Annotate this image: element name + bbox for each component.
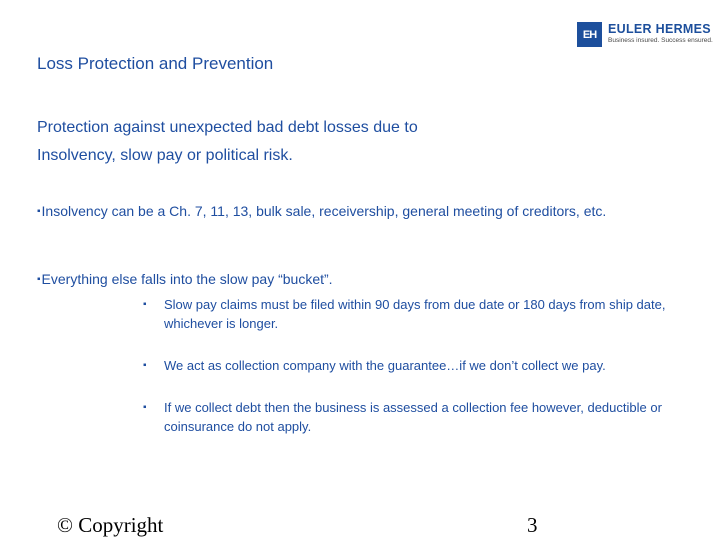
intro-line-1: Protection against unexpected bad debt losses due to xyxy=(37,119,418,136)
sub-bullet-text: Slow pay claims must be filed within 90 days from due date or 180 days from ship date, whichever is longer. xyxy=(164,297,666,331)
bullet-marker: ▪ xyxy=(37,274,41,285)
bullet-insolvency xyxy=(37,202,687,221)
intro-paragraph xyxy=(37,114,637,170)
logo-tagline: Business insured. Success ensured. xyxy=(608,37,713,44)
slide-title: Loss Protection and Prevention xyxy=(37,54,274,73)
bullet-marker: ▪ xyxy=(37,206,41,217)
sub-bullet-marker: ▪ xyxy=(143,402,147,413)
sub-bullet-claims-deadline xyxy=(143,295,693,333)
copyright-footer: © Copyright xyxy=(57,513,164,537)
logo-mark: EH xyxy=(577,22,602,47)
euler-hermes-logo xyxy=(577,18,722,48)
intro-line-2: Insolvency, slow pay or political risk. xyxy=(37,147,293,164)
sub-bullet-text: We act as collection company with the guarantee…if we don’t collect we pay. xyxy=(164,358,606,373)
sub-bullet-collection-guarantee xyxy=(143,356,693,375)
logo-name: EULER HERMES xyxy=(608,22,711,36)
sub-bullet-text: If we collect debt then the business is assessed a collection fee however, deductible or coinsurance do not apply. xyxy=(164,400,662,434)
bullet-text: Everything else falls into the slow pay “bucket”. xyxy=(41,271,333,287)
sub-bullet-marker: ▪ xyxy=(143,299,147,310)
sub-bullet-collection-fee xyxy=(143,398,693,436)
page-number: 3 xyxy=(527,513,538,537)
bullet-text: Insolvency can be a Ch. 7, 11, 13, bulk sale, receivership, general meeting of creditors, etc. xyxy=(41,203,607,219)
bullet-slow-pay xyxy=(37,270,687,289)
sub-bullet-marker: ▪ xyxy=(143,360,147,371)
